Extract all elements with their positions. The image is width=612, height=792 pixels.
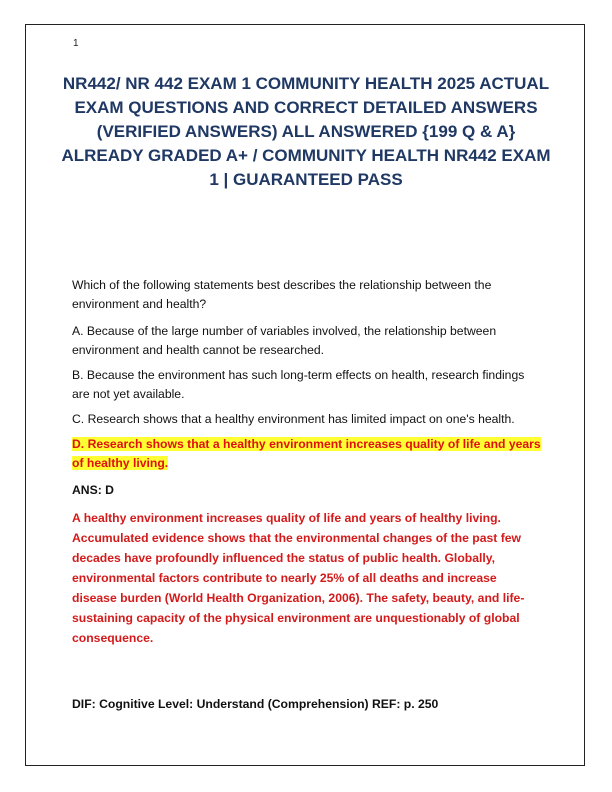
rationale-text: A healthy environment increases quality of life and years of healthy living. Accumulated evidence shows that the environmental changes of the past few decades have profoundly influenced the status of public health. Globally, environmental factors contribute to nearly 25% of all deaths and increase disease burden (World Health Organization, 2006). The safety, beauty, and life-sustaining capacity of the physical environment are unquestionably of global consequence. [72, 511, 525, 645]
answer-key: ANS: D [72, 483, 114, 497]
document-title: NR442/ NR 442 EXAM 1 COMMUNITY HEALTH 2025 ACTUAL EXAM QUESTIONS AND CORRECT DETAILED ANSWERS (VERIFIED ANSWERS) ALL ANSWERED {199 Q & A} ALREADY GRADED A+ / COMMUNITY HEALTH NR442 EXAM 1 | GUARANTEED PASS [61, 74, 551, 189]
option-d-correct [72, 435, 544, 473]
question-block [72, 276, 544, 654]
question-metadata: DIF: Cognitive Level: Understand (Comprehension) REF: p. 250 [72, 697, 439, 711]
correct-option-highlight: D. Research shows that a healthy environment increases quality of life and years of healthy living. [72, 437, 541, 470]
page-number: 1 [73, 38, 79, 49]
option-c: C. Research shows that a healthy environment has limited impact on one's health. [72, 412, 515, 426]
option-a: A. Because of the large number of variables involved, the relationship between environment and health cannot be researched. [72, 324, 497, 357]
option-b: B. Because the environment has such long-term effects on health, research findings are not yet available. [72, 368, 525, 401]
question-stem: Which of the following statements best describes the relationship between the environment and health? [72, 278, 492, 311]
